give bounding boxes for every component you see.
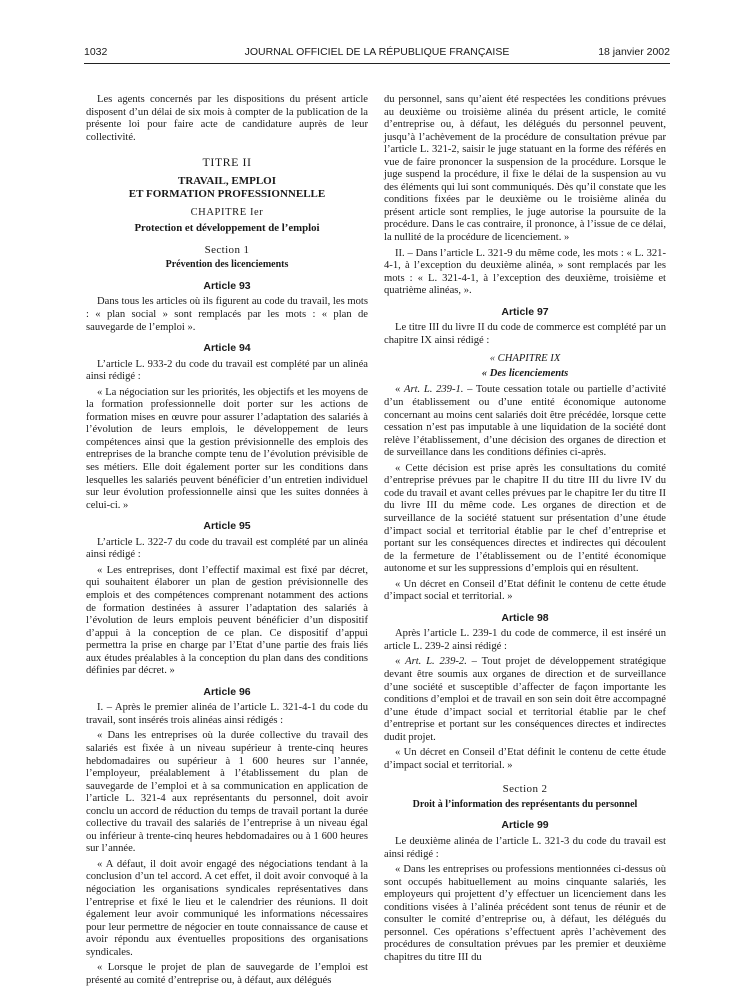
article-94-heading: Article 94 <box>203 342 251 355</box>
article-97-text: Le titre III du livre II du code de commerce est complété par un chapitre IX ainsi rédigé : <box>384 322 666 346</box>
article-95-heading: Article 95 <box>203 520 251 533</box>
section-heading: Section 1 <box>204 243 250 256</box>
article-96-text: « Dans les entreprises où la durée collective du travail des salariés est fixée à un niveau supérieur à trente-cinq heures hebdomadaires ou supérieur à 1 600 heures sur l’année, l’employeur, préalablement à l’établissement du plan de sauvegarde de l’emploi et à sa communication en application de l’article L. 321-4 aux représentants du personnel, doit avoir conclu un accord de réduction du temps de travail portant la durée collective du travail des salariés de l’entreprise à un niveau égal ou inférieur à trente-cinq heures hebdomadaires ou à 1 600 heures sur l’année. <box>86 730 368 855</box>
intro-paragraph: Les agents concernés par les dispositions du présent article disposent d’un délai de six mois à compter de la publication de la présente loi pour faire acte de candidature auprès de leur collectivité. <box>86 94 368 143</box>
article-93-heading: Article 93 <box>203 279 251 292</box>
article-l239-1-text: « Art. L. 239-1. – Toute cessation totale ou partielle d’activité d’un établissement ou d’une entité économique autonome concernant au moins cent salariés doit être précédée, lorsque cette cessation n’est pas imputable à une liquidation de la société dont relève l’établissement, d’une décision des organes de direction et de surveillance dans les conditions définies ci-après. <box>384 384 666 459</box>
article-98-text: Après l’article L. 239-1 du code de commerce, il est inséré un article L. 239-2 ainsi rédigé : <box>384 628 666 652</box>
article-l239-2-text: « Art. L. 239-2. – Tout projet de développement stratégique devant être soumis aux organes de direction et de surveillance d’une société et susceptible d’affecter de façon importante les conditions d’emploi et de travail en son sein doit être accompagné d’une étude d’impact social et territorial établie par le chef d’entreprise et portant sur les conséquences directes et indirectes dudit projet. <box>384 656 666 743</box>
titre-heading: TITRE II <box>202 155 252 170</box>
article-l239-1-ref: Art. L. 239-1. <box>403 384 464 396</box>
section-2-heading: Section 2 <box>502 783 548 796</box>
section-2-title: Droit à l’information des représentants du personnel <box>412 798 638 810</box>
article-95-text: « Les entreprises, dont l’effectif maximal est fixé par décret, qui souhaitent élaborer un plan de gestion prévisionnelle des emplois et des compétences comprenant notamment des actions de formation destinées à assurer l’adaptation des salariés à l’évolution de leurs emplois peuvent bénéficier d’un dispositif d’appui à la conception de ce plan. Ce dispositif d’appui permettra la prise en charge par l’Etat d’une partie des frais liés aux études préalables à la conception du plan dans des conditions définies par décret. » <box>86 564 368 677</box>
article-96-heading: Article 96 <box>203 685 251 698</box>
section-title: Prévention des licenciements <box>165 259 289 271</box>
page-number: 1032 <box>84 46 108 58</box>
article-96-part-ii: II. – Dans l’article L. 321-9 du même code, les mots : « L. 321-4-1, à l’exception du deuxième alinéa, » sont remplacés par les mots : « L. 321-4-1, à l’exception des deuxième, troisième et quatrième alinéas, ». <box>384 247 666 297</box>
article-97-text: « Cette décision est prise après les consultations du comité d’entreprise prévues par le chapitre II du titre III du livre IV du code du travail et avant celles prévues par le chapitre Ier du titre II du livre III du même code. Les organes de direction et de surveillance de la société statuent sur présentation d’une étude d’impact social et territorial établie par le chef d’entreprise et portant sur les conséquences directes et indirectes qui découlent de la fermeture de l’établissement ou de l’entité économique autonome et sur les suppressions d’emplois qui en résultent. <box>384 462 666 575</box>
article-96-text: « A défaut, il doit avoir engagé des négociations tendant à la conclusion d’un tel accord. A cet effet, il doit avoir convoqué à la négociation les organisations syndicales représentatives dans l’entreprise et fixé le lieu et le calendrier des réunions. Il doit également leur avoir communiqué les informations nécessaires pour leur permettre de négocier en toute connaissance de cause et avoir répondu aux éventuelles propositions des organisations syndicales. <box>86 858 368 958</box>
titre-name <box>86 175 368 202</box>
article-97-heading: Article 97 <box>501 305 549 318</box>
article-93-text: Dans tous les articles où ils figurent au code du travail, les mots : « plan social » sont remplacés par les mots : « plan de sauvegarde de l’emploi ». <box>86 296 368 333</box>
article-94-text: L’article L. 933-2 du code du travail est complété par un alinéa ainsi rédigé : <box>86 358 368 383</box>
article-l239-2-ref: Art. L. 239-2. <box>405 656 467 668</box>
article-96-text: « Lorsque le projet de plan de sauvegarde de l’emploi est présenté au comité d’entreprise ou, à défaut, aux délégués <box>86 962 368 986</box>
page-header <box>84 45 670 64</box>
chapitre-ix-title: « Des licenciements <box>481 367 569 379</box>
right-column <box>384 94 666 967</box>
continued-paragraph: du personnel, sans qu’aient été respectées les conditions prévues au deuxième ou troisième alinéa du présent article, le comité d’entreprise ou, à défaut, les délégués du personnel peuvent, jusqu’à l’achèvement de la procédure de consultation prévue par l’article L. 321-2, saisir le juge statuant en la forme des référés en vue de faire prononcer la suspension de la procédure. Lorsque le juge suspend la procédure, il fixe le délai de la suspension au vu des éléments qui lui sont communiqués. Dès qu’il constate que les conditions fixées par le deuxième ou le troisième alinéa du présent article sont remplies, le juge autorise la poursuite de la procédure. Dans le cas contraire, il prononce, à l’issue de ce délai, la nullité de la procédure de licenciement. » <box>384 94 666 244</box>
article-97-text: « Un décret en Conseil d’Etat définit le contenu de cette étude d’impact social et territorial. » <box>384 578 666 603</box>
left-column <box>86 94 368 990</box>
article-98-text: « Un décret en Conseil d’Etat définit le contenu de cette étude d’impact social et territorial. » <box>384 747 666 771</box>
titre-name-line-2: ET FORMATION PROFESSIONNELLE <box>128 188 326 201</box>
chapitre-title: Protection et développement de l’emploi <box>134 222 320 235</box>
article-96-text: I. – Après le premier alinéa de l’article L. 321-4-1 du code du travail, sont insérés trois alinéas ainsi rédigés : <box>86 702 368 726</box>
chapitre-ix-heading: « CHAPITRE IX <box>489 353 561 365</box>
titre-name-line-1: TRAVAIL, EMPLOI <box>177 174 276 187</box>
journal-title: JOURNAL OFFICIEL DE LA RÉPUBLIQUE FRANÇAISE <box>244 46 510 58</box>
chapitre-heading: CHAPITRE Ier <box>190 206 264 218</box>
article-98-heading: Article 98 <box>501 611 549 624</box>
article-94-text: « La négociation sur les priorités, les objectifs et les moyens de la formation professionnelle doit porter sur les actions de formation mises en œuvre pour assurer l’adaptation des salariés à l’évolution de leurs emplois, le développement de leurs compétences ainsi que la gestion prévisionnelle des emplois des entreprises de la branche compte tenu de l’évolution prévisible de ses métiers. Elle doit également porter sur les conditions dans lesquelles les salariés peuvent bénéficier d’un entretien individuel sur leur évolution professionnelle ainsi que les suites données à celui-ci. » <box>86 386 368 511</box>
article-99-text: « Dans les entreprises ou professions mentionnées ci-dessus où sont occupés habituellement au moins cinquante salariés, les employeurs qui projettent d’y effectuer un licenciement dans les conditions visées à l’alinéa précédent sont tenus de réunir et de consulter le comité d’entreprise ou, à défaut, les délégués du personnel. Ces opérations s’effectuent après l’achèvement des procédures de consultation prévues par les premier et deuxième chapitres du titre III du <box>384 864 666 963</box>
article-99-heading: Article 99 <box>501 819 549 832</box>
publication-date: 18 janvier 2002 <box>598 46 670 58</box>
article-99-text: Le deuxième alinéa de l’article L. 321-3 du code du travail est ainsi rédigé : <box>384 835 666 860</box>
article-95-text: L’article L. 322-7 du code du travail est complété par un alinéa ainsi rédigé : <box>86 536 368 561</box>
